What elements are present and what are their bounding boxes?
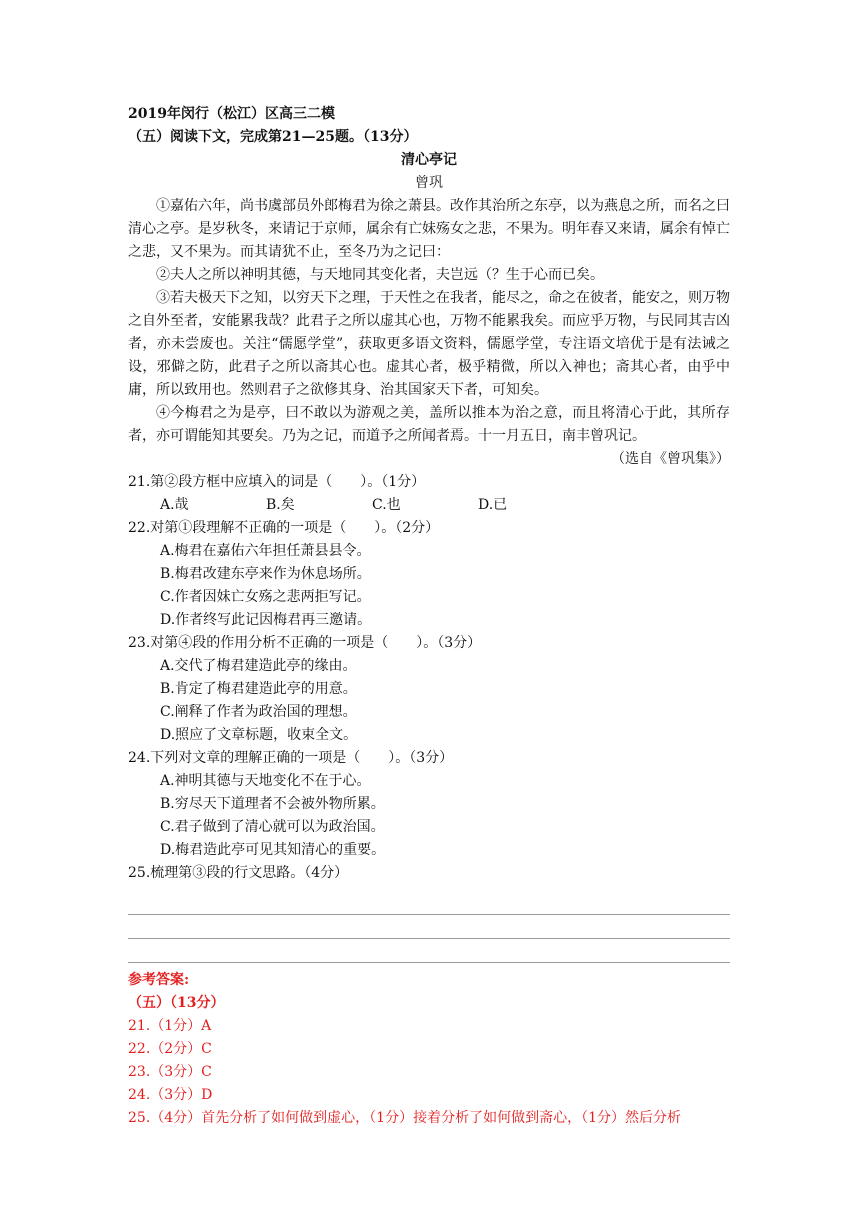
section-heading: （五）阅读下文，完成第21—25题。（13分） — [128, 129, 418, 145]
exam-title: 2019年闵行（松江）区高三二模 — [128, 106, 335, 122]
question-21-stem: 21.第②段方框中应填入的词是（ ）。（1分） — [128, 474, 426, 490]
article-paragraph-4: ④今梅君之为是亭，曰不敢以为游观之美，盖所以推本为治之意，而且将清心于此，其所存者，亦可谓能知其要矣。乃为之记，而道予之所闻者焉。十一月五日，南丰曾巩记。 — [128, 405, 730, 444]
document-page — [128, 103, 730, 1130]
answer-21: 21.（1分）A — [128, 1018, 212, 1034]
question-22-option-b: B.梅君改建东亭来作为休息场所。 — [160, 566, 371, 582]
question-21-option-a: A.哉 — [160, 497, 189, 513]
question-24-option-d: D.梅君造此亭可见其知清心的重要。 — [160, 842, 386, 858]
question-23-stem: 23.对第④段的作用分析不正确的一项是（ ）。（3分） — [128, 635, 482, 651]
article-paragraph-2: ②夫人之所以神明其德，与天地同其变化者，夫岂远（？生于心而已矣。 — [156, 267, 604, 283]
question-25-stem: 25.梳理第③段的行文思路。（4分） — [128, 865, 349, 881]
answer-23: 23.（3分）C — [128, 1064, 212, 1080]
question-21-options — [128, 494, 730, 517]
article-title: 清心亭记 — [401, 152, 457, 168]
answer-key-section: （五）（13分） — [128, 995, 225, 1011]
question-22-option-a: A.梅君在嘉佑六年担任萧县县令。 — [160, 543, 371, 559]
question-21-option-d: D.已 — [478, 497, 508, 513]
answer-25: 25.（4分）首先分析了如何做到虚心，（1分）接着分析了如何做到斋心，（1分）然后分析 — [128, 1110, 681, 1126]
answer-lines — [128, 891, 730, 963]
question-22-stem: 22.对第①段理解不正确的一项是（ ）。（2分） — [128, 520, 440, 536]
question-23-option-a: A.交代了梅君建造此亭的缘由。 — [160, 658, 357, 674]
question-21-option-c: C.也 — [372, 497, 401, 513]
article-source: （选自《曾巩集》） — [611, 451, 730, 467]
question-21-option-b: B.矣 — [266, 497, 295, 513]
answer-key-heading: 参考答案: — [128, 972, 190, 988]
article-author: 曾巩 — [415, 175, 443, 191]
question-23-option-b: B.肯定了梅君建造此亭的用意。 — [160, 681, 357, 697]
answer-line — [128, 915, 730, 939]
answer-line — [128, 891, 730, 915]
answer-line — [128, 939, 730, 963]
answer-24: 24.（3分）D — [128, 1087, 213, 1103]
question-24-option-b: B.穷尽天下道理者不会被外物所累。 — [160, 796, 385, 812]
question-24-option-a: A.神明其德与天地变化不在于心。 — [160, 773, 371, 789]
question-22-option-d: D.作者终写此记因梅君再三邀请。 — [160, 612, 372, 628]
question-24-stem: 24.下列对文章的理解正确的一项是（ ）。（3分） — [128, 750, 454, 766]
question-23-option-c: C.阐释了作者为政治国的理想。 — [160, 704, 357, 720]
article-paragraph-3: ③若夫极天下之知，以穷天下之理，于天性之在我者，能尽之，命之在彼者，能安之，则万物之自外至者，安能累我哉？此君子之所以虚其心也，万物不能累我矣。而应乎万物，与民同其吉凶者，亦未尝废也。关注“儒愿学堂”，获取更多语文资料，儒愿学堂，专注语文培优于是有法诫之设，邪僻之防，此君子之所以斋其心也。虚其心者，极乎精微，所以入神也；斋其心者，由乎中庸，所以致用也。然则君子之欲修其身、治其国家天下者，可知矣。 — [128, 290, 730, 398]
question-23-option-d: D.照应了文章标题，收束全文。 — [160, 727, 358, 743]
question-24-option-c: C.君子做到了清心就可以为政治国。 — [160, 819, 385, 835]
answer-22: 22.（2分）C — [128, 1041, 212, 1057]
article-paragraph-1: ①嘉佑六年，尚书虞部员外郎梅君为徐之萧县。改作其治所之东亭，以为燕息之所，而名之曰清心之亭。是岁秋冬，来请记于京师，属余有亡妹殇女之悲，不果为。明年春又来请，属余有悼亡之悲，又不果为。而其请犹不止，至冬乃为之记曰： — [128, 198, 730, 260]
question-22-option-c: C.作者因妹亡女殇之悲两拒写记。 — [160, 589, 371, 605]
